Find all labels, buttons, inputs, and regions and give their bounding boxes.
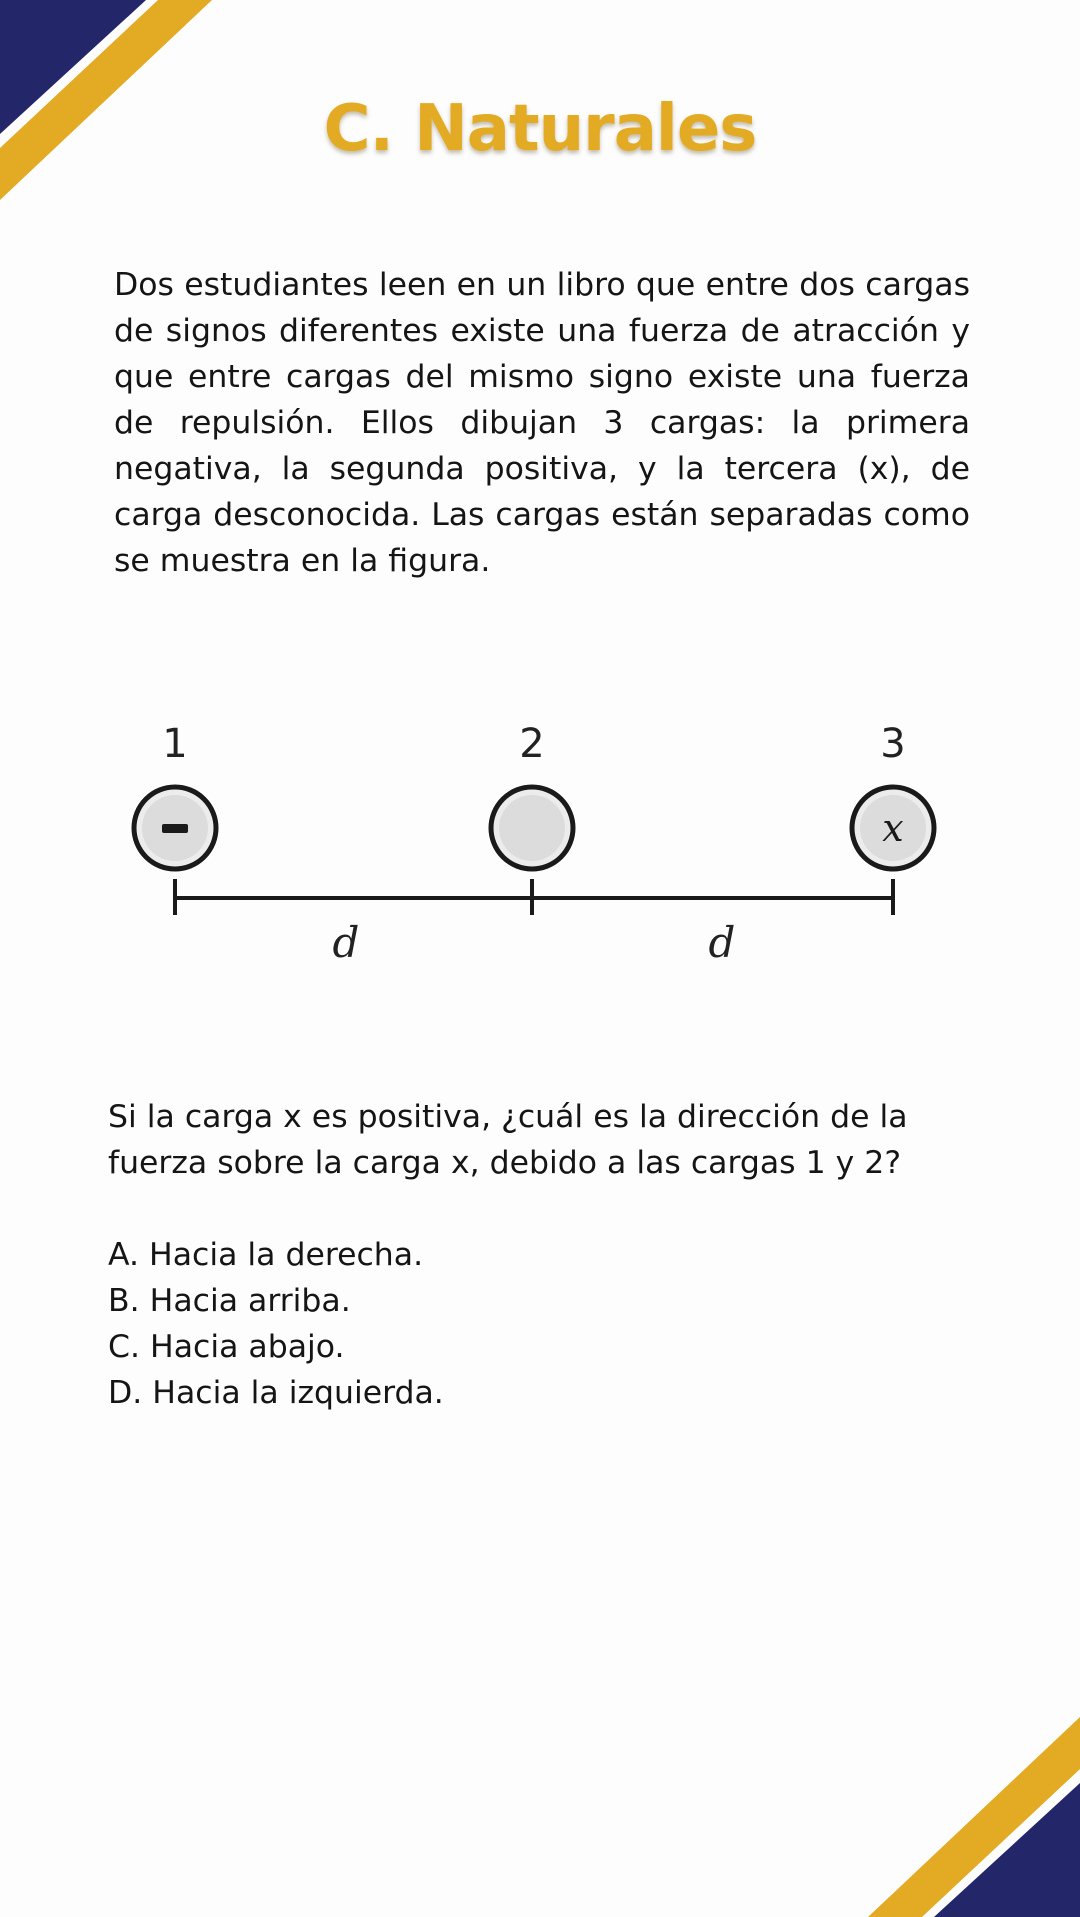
charge-2-number: 2: [519, 721, 545, 767]
question-text: Si la carga x es positiva, ¿cuál es la dirección de la fuerza sobre la carga x, debido a las cargas 1 y 2?: [108, 1099, 908, 1181]
option-a[interactable]: A. Hacia la derecha.: [108, 1237, 424, 1273]
option-c[interactable]: C. Hacia abajo.: [108, 1329, 345, 1365]
distance-line: [175, 879, 893, 915]
charge-1-number: 1: [162, 721, 188, 767]
option-b[interactable]: B. Hacia arriba.: [108, 1283, 351, 1319]
answer-options: [108, 1232, 444, 1416]
charge-3-symbol: x: [882, 806, 904, 850]
option-d[interactable]: D. Hacia la izquierda.: [108, 1375, 444, 1411]
distance-label-2: d: [708, 918, 736, 967]
charges-diagram: [120, 715, 960, 975]
intro-paragraph: Dos estudiantes leen en un libro que entre dos cargas de signos diferentes existe una fuerza de atracción y que entre cargas del mismo signo existe una fuerza de repulsión. Ellos dibujan 3 cargas: la primera negativa, la segunda positiva, y la tercera (x), de carga desconocida. Las cargas están separadas como se muestra en la figura.: [114, 267, 970, 579]
page-title: C. Naturales: [323, 92, 757, 166]
charge-2: [491, 787, 573, 869]
charge-3: [852, 787, 934, 869]
charge-3-number: 3: [880, 721, 906, 767]
distance-label-1: d: [332, 918, 360, 967]
negative-sign-icon: [162, 824, 188, 833]
corner-decoration-bottom-right: [820, 1657, 1080, 1917]
charge-1: [134, 787, 216, 869]
